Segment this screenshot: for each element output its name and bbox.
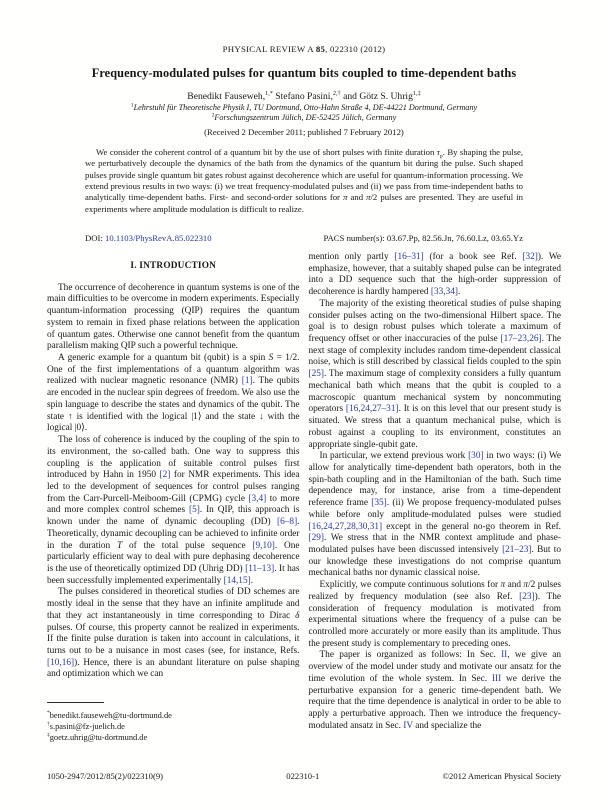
left-column xyxy=(47,252,300,732)
section-heading-introduction: I. INTRODUCTION xyxy=(130,261,217,271)
paragraph: Explicitly, we compute continuous solutions for π and π/2 pulses realized by frequency modulation (see also Ref. [23]). The consideration of frequency modulation is motivated from experimental situations where the frequency of a pulse can be controlled more accurately or more easily than its amplitude. Thus the present study is complementary to preceding ones. xyxy=(308,580,562,649)
citation-link[interactable]: [5] xyxy=(188,505,200,516)
citation-link[interactable]: [6–8] xyxy=(277,517,298,528)
citation-link[interactable]: [16,24,27,28,30,31] xyxy=(308,521,383,532)
received-line: (Received 2 December 2011; published 7 February 2012) xyxy=(204,127,404,137)
citation-link[interactable]: [9,10] xyxy=(252,540,275,551)
author-line: Benedikt Fauseweh,$^{1,*}$ Stefano Pasini,$^{2,\dagger}$ and Götz S. Uhrig$^{1,\ddagger}$ xyxy=(187,89,421,102)
citation-link[interactable]: [11–13] xyxy=(245,563,275,574)
journal-header: PHYSICAL REVIEW A 85, 022310 (2012) xyxy=(222,44,386,54)
doi-block xyxy=(85,233,212,243)
page-footer xyxy=(47,771,561,781)
citation-link[interactable]: [23] xyxy=(519,591,535,602)
footnote-email: *benedikt.fauseweh@tu-dortmund.de xyxy=(47,710,172,720)
footnote-email: ‡goetz.uhrig@tu-dortmund.de xyxy=(47,732,148,742)
doi-label: DOI: xyxy=(85,233,103,243)
citation-link[interactable]: [30] xyxy=(468,451,484,462)
affiliation-2: $^2$Forschungszentrum Jülich, DE-52425 Jülich, Germany xyxy=(211,112,397,122)
citation-link[interactable]: [32] xyxy=(522,252,538,262)
paper-title: Frequency-modulated pulses for quantum bits coupled to time-dependent baths xyxy=(91,66,517,80)
paragraph: The pulses considered in theoretical studies of DD schemes are mostly ideal in the sense that they have an infinite amplitude and that they act instantaneously in time corresponding to Dirac δ pulses. Of course, this property cannot be realized in experiments. If the finite pulse duration is taken into account in calculations, it turns out to be a nuisance in most cases (see, for instance, Refs. [10,16]). Hence, there is an abundant literature on pulse shaping and optimization which we can xyxy=(47,587,300,680)
affiliation-1: $^1$Lehrstuhl für Theoretische Physik I, TU Dortmund, Otto-Hahn Straße 4, DE-44221 Dortmund, Germany xyxy=(130,102,478,112)
citation-link[interactable]: [16–31] xyxy=(394,252,424,262)
pacs-block xyxy=(323,233,523,243)
doi-pacs-row xyxy=(85,233,523,243)
right-column xyxy=(309,252,562,732)
paragraph: A generic example for a quantum bit (qubit) is a spin S = 1/2. One of the first implementations of a quantum algorithm was realized with nuclear magnetic resonance (NMR) [1]. The qubits are encoded in the nuclear spin degrees of freedom. We also use the spin language to describe the states and dynamics of the qubit. The state ↑ is identified with the logical |1⟩ and the state ↓ with the logical |0⟩. xyxy=(47,353,300,434)
footnote-email: †s.pasini@fz-juelich.de xyxy=(47,721,125,731)
copyright-notice: ©2012 American Physical Society xyxy=(442,771,561,781)
paragraph: The paper is organized as follows: In Sec. II, we give an overview of the model under study and motivate our ansatz for the time evolution of the whole system. In Sec. III we derive the perturbative expansion for a generic time-dependent bath. We require that the time dependence is analytical in order to be able to apply a perturbative approach. Then we introduce the frequency-modulated ansatz in Sec. IV and specialize the xyxy=(308,650,562,731)
pacs-numbers: 03.67.Pp, 82.56.Jn, 76.60.Lz, 03.65.Yz xyxy=(386,233,523,243)
doi-link[interactable]: 10.1103/PhysRevA.85.022310 xyxy=(105,233,212,243)
two-column-body xyxy=(47,252,561,732)
paragraph: The occurrence of decoherence in quantum systems is one of the main difficulties to be overcome in modern experiments. Especially quantum-information processing (QIP) requires the quantum system to remain in fixed phase relations between the application of quantum gates. Otherwise one cannot benefit from the quantum parallelism making QIP such a powerful technique. xyxy=(47,282,300,352)
paragraph: The loss of coherence is induced by the coupling of the spin to its environment, the so-called bath. One way to suppress this coupling is the application of suitable control pulses first introduced by Hahn in 1950 [2] for NMR experiments. This idea led to the development of sequences for control pulses ranging from the Carr-Purcell-Meiboom-Gill (CPMG) cycle [3,4] to more and more complex control schemes [5]. In QIP, this approach is known under the name of dynamic decoupling (DD) [6–8]. Theoretically, dynamic decoupling can be achieved to infinite order in the duration T of the total pulse sequence [9,10]. One particularly efficient way to deal with pure dephasing decoherence is the use of theoretically optimized DD (Uhrig DD) [11–13]. It has been successfully implemented experimentally [14,15]. xyxy=(47,435,300,586)
citation-link[interactable]: [33,34] xyxy=(430,287,458,298)
citation-link[interactable]: II xyxy=(501,650,508,661)
citation-link[interactable]: [3,4] xyxy=(248,493,267,504)
citation-link[interactable]: [21–23] xyxy=(502,544,532,555)
pacs-label: PACS number(s): xyxy=(323,233,385,243)
paragraph: In particular, we extend previous work [30] in two ways: (i) We allow for analytically time-dependent bath operators, both in the spin-bath coupling and in the Hamiltonian of the bath. Such time dependence may, for instance, arise from a time-dependent reference frame [35]. (ii) We propose frequency-modulated pulses while before only amplitude-modulated pulses were studied [16,24,27,28,30,31] except in the general no-go theorem in Ref. [29]. We stress that in the NMR context amplitude and phase-modulated pulses have been discussed intensively [21–23]. But to our knowledge these investigations do not comprise quantum mechanical baths nor dynamic classical noise. xyxy=(308,451,561,579)
citation-link[interactable]: [17–23,26] xyxy=(500,334,542,345)
citation-link[interactable]: [29] xyxy=(308,533,324,544)
citation-link[interactable]: [16,24,27–31] xyxy=(345,404,399,415)
page-number: 022310-1 xyxy=(286,771,320,781)
citation-link[interactable]: [35] xyxy=(371,498,387,509)
citation-link[interactable]: [10,16] xyxy=(47,657,75,668)
issn-code: 1050-2947/2012/85(2)/022310(9) xyxy=(47,771,164,781)
citation-link[interactable]: [25] xyxy=(308,369,324,380)
abstract: We consider the coherent control of a quantum bit by the use of short pulses with finite duration $\tau_p$. By shaping the pulse, we perturbatively decouple the dynamics of the bath from the dynamics of the quantum bit during the pulse. Such shaped pulses provide single quantum bit gates robust against decoherence which are useful for quantum-information processing. We extend previous results in two ways: (i) we treat frequency-modulated pulses and (ii) we pass from time-independent baths to analytically time-dependent baths. First- and second-order solutions for π and π/2 pulses are presented. They are useful in experiments where amplitude modulation is difficult to realize. xyxy=(85,147,524,214)
citation-link[interactable]: [14,15] xyxy=(223,575,251,586)
citation-link[interactable]: [2] xyxy=(159,470,171,481)
paragraph: mention only partly [16–31] (for a book see Ref. [32]). We emphasize, however, that a suitably shaped pulse can be integrated into a DD sequence such that the high-order suppression of decoherence is hardly hampered [33,34]. xyxy=(308,252,562,298)
paragraph: The majority of the existing theoretical studies of pulse shaping consider pulses acting on the two-dimensional Hilbert space. The goal is to design robust pulses which tolerate a maximum of frequency offset or other inaccuracies of the pulse [17–23,26]. The next stage of complexity includes random time-dependent classical noise, which is still described by classical fields coupled to the spin [25]. The maximum stage of complexity considers a fully quantum mechanical bath which means that the qubit is coupled to a macroscopic quantum mechanical system by noncommuting operators [16,24,27–31]. It is on this level that our present study is situated. We stress that a quantum mechanical pulse, which is robust against a coupling to its environment, constitutes an appropriate single-qubit gate. xyxy=(308,298,561,450)
citation-link[interactable]: III xyxy=(491,673,502,684)
citation-link[interactable]: [1] xyxy=(241,376,253,387)
footnote-rule xyxy=(47,702,104,703)
citation-link[interactable]: IV xyxy=(403,720,413,731)
page-header xyxy=(0,44,608,137)
footnote-block xyxy=(47,702,300,744)
